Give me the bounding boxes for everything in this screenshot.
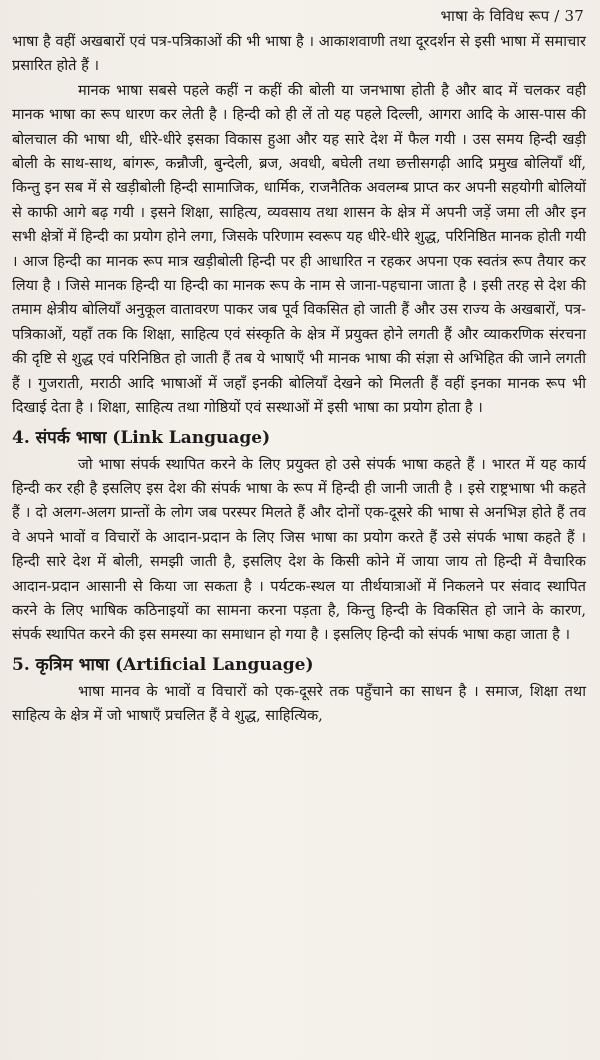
paragraph-continued: भाषा है वहीं अखबारों एवं पत्र-पत्रिकाओं की भी भाषा है । आकाशवाणी तथा दूरदर्शन से इसी भाषा में समाचार प्रसारित होते हैं ।	[12, 33, 586, 75]
running-header: भाषा के विविध रूप / 37	[440, 7, 584, 25]
paragraph-artificial-language: भाषा मानव के भावों व विचारों को एक-दूसरे तक पहुँचाने का साधन है । समाज, शिक्षा तथा साहित्य के क्षेत्र में जो भाषाएँ प्रचलित हैं वे शुद्ध, साहित्यिक,	[12, 682, 586, 725]
paragraph-link-language: जो भाषा संपर्क स्थापित करने के लिए प्रयुक्त हो उसे संपर्क भाषा कहते हैं । भारत में यह कार्य हिन्दी कर रही है इसलिए इस देश की संपर्क भाषा के रूप में हिन्दी ही जानी जाती है । इसे राष्ट्रभाषा भी कहते हैं । दो अलग-अलग प्रान्तों के लोग जब परस्पर मिलते हैं और दोनों एक-दूसरे की भाषा से अनभिज्ञ होते हैं तव वे अपने भावों व विचारों के आदान-प्रदान के लिए जिस भाषा का प्रयोग करते हैं उसे संपर्क भाषा कहते हैं । हिन्दी सारे देश में बोली, समझी जाती है, इसलिए देश के किसी कोने में जाया जाय तो हिन्दी में वैचारिक आदान-प्रदान आसानी से किया जा सकता है । पर्यटक-स्थल या तीर्थयात्राओं में निकलने पर संवाद स्थापित करने के लिए भाषिक कठिनाइयों का सामना करना पड़ता है, किन्तु हिन्दी के विकसित हो जाने के कारण, संपर्क स्थापित करने की इस समस्या का समाधान हो गया है । इसलिए हिन्दी को संपर्क भाषा कहा जाता है ।	[12, 455, 587, 644]
section-heading-artificial-language: 5. कृत्रिम भाषा (Artificial Language)	[12, 654, 314, 675]
section-heading-link-language: 4. संपर्क भाषा (Link Language)	[12, 427, 271, 448]
paragraph-standard-language: मानक भाषा सबसे पहले कहीं न कहीं की बोली या जनभाषा होती है और बाद में चलकर वही मानक भाषा का रूप धारण कर लेती है । हिन्दी को ही लें तो यह पहले दिल्ली, आगरा आदि के आस-पास की बोलचाल की भाषा थी, धीरे-धीरे इसका विकास हुआ और यह सारे देश में फैल गयी । उस समय हिन्दी खड़ी बोली के साथ-साथ, बांगरू, कन्नौजी, बुन्देली, ब्रज, अवधी, बघेली तथा छत्तीसगढ़ी आदि प्रमुख बोलियाँ थीं, किन्तु इन सब में से खड़ीबोली हिन्दी सामाजिक, धार्मिक, राजनैतिक अवलम्ब प्राप्त कर अपनी सहयोगी बोलियों से काफी आगे बढ़ गयी । इसने शिक्षा, साहित्य, व्यवसाय तथा शासन के क्षेत्र में अपनी जड़ें जमा ली और इन सभी क्षेत्रों में हिन्दी का प्रयोग होने लगा, जिसके परिणाम स्वरूप यह धीरे-धीरे शुद्ध, परिनिष्ठित मानक होती गयी । आज हिन्दी का मानक रूप मात्र खड़ीबोली हिन्दी पर ही आधारित न रहकर अपना एक स्वतंत्र रूप तैयार कर लिया है । जिसे मानक हिन्दी या हिन्दी का मानक रूप के नाम से जाना-पहचाना जाता है । इसी तरह से देश की तमाम क्षेत्रीय बोलियाँ अनुकूल वातावरण पाकर जब पूर्व विकसित हो जाती हैं और उस राज्य के अखबारों, पत्र-पत्रिकाओं, यहाँ तक कि शिक्षा, साहित्य एवं संस्कृति के क्षेत्र में प्रयुक्त होने लगती हैं और व्याकरणिक संरचना की दृष्टि से शुद्ध एवं परिनिष्ठित हो जाती हैं तब ये भाषाएँ भी मानक भाषा की संज्ञा से अभिहित की जाने लगती हैं । गुजराती, मराठी आदि भाषाओं में जहाँ इनकी बोलियाँ देखने को मिलती हैं वहीं इनका मानक रूप भी दिखाई देता है । शिक्षा, साहित्य तथा गोष्ठियों एवं सस्थाओं में इसी भाषा का प्रयोग होता है ।	[12, 81, 586, 417]
